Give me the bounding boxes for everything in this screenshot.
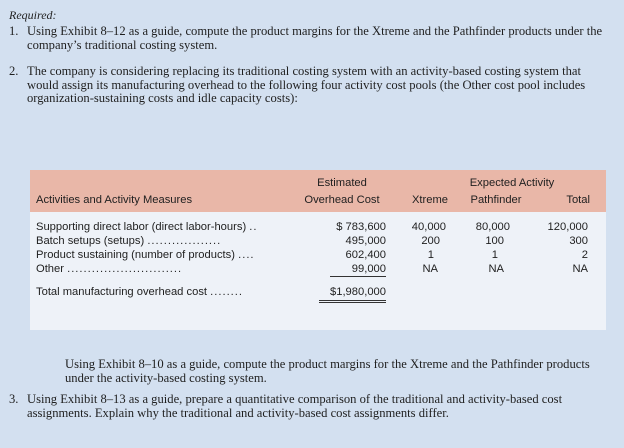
overhead-cost: 602,400	[345, 249, 386, 261]
activity-name: Batch setups (setups)	[36, 235, 145, 247]
question-text: Using Exhibit 8–12 as a guide, compute the product margins for the Xtreme and the Pathfinder products under the company’s traditional costing system.	[27, 24, 603, 52]
xtreme-header: Xtreme	[411, 194, 449, 206]
table-body	[30, 212, 606, 330]
question-number: 2.	[9, 64, 19, 78]
table-row	[36, 263, 182, 275]
table-row	[36, 249, 255, 261]
subtotal-rule	[330, 276, 386, 277]
xtreme-activity: NA	[422, 263, 438, 275]
pathfinder-header: Pathfinder	[470, 194, 522, 206]
total-label: Total manufacturing overhead cost	[36, 286, 208, 298]
overhead-cost: 99,000	[351, 263, 386, 275]
total-activity: 300	[569, 235, 588, 247]
double-underline-bottom	[319, 302, 386, 303]
xtreme-activity: 1	[427, 249, 434, 261]
overhead-cost: $ 783,600	[336, 221, 386, 233]
table-row	[36, 221, 258, 233]
leader-dots: ....	[238, 249, 255, 261]
activities-header: Activities and Activity Measures	[36, 194, 193, 206]
double-underline-top	[319, 300, 386, 301]
total-activity: 120,000	[547, 221, 588, 233]
estimated-header: Estimated	[317, 177, 367, 189]
question-number: 3.	[9, 392, 19, 406]
leader-dots: ..................	[147, 235, 222, 247]
pathfinder-activity: 100	[485, 235, 504, 247]
question-text: The company is considering replacing its traditional costing system with an activity-based costing system that would assign its manufacturing overhead to the following four activity cost pools (the Other cost pool includes organization-sustaining costs and idle capacity costs):	[27, 64, 586, 105]
overhead-cost: 495,000	[345, 235, 386, 247]
activity-name: Product sustaining (number of products)	[36, 249, 235, 261]
overhead-cost-header: Overhead Cost	[304, 194, 380, 206]
pathfinder-activity: NA	[488, 263, 504, 275]
xtreme-activity: 40,000	[411, 221, 446, 233]
total-overhead-cost: $1,980,000	[330, 286, 386, 298]
pathfinder-activity: 80,000	[475, 221, 510, 233]
leader-dots: ............................	[67, 263, 183, 275]
pathfinder-activity: 1	[491, 249, 498, 261]
activity-name: Other	[36, 263, 64, 275]
total-activity: 2	[581, 249, 588, 261]
leader-dots: ..	[249, 221, 258, 233]
expected-activity-header: Expected Activity	[469, 177, 555, 189]
xtreme-activity: 200	[421, 235, 440, 247]
total-activity: NA	[572, 263, 588, 275]
question-text: Using Exhibit 8–10 as a guide, compute the product margins for the Xtreme and the Pathfinder products under the activity-based costing system.	[65, 357, 590, 385]
question-text: Using Exhibit 8–13 as a guide, prepare a quantitative comparison of the traditional and activity-based cost assignments. Explain why the traditional and activity-based cost assignments differ.	[27, 392, 563, 420]
total-header: Total	[566, 194, 590, 206]
table-row	[36, 235, 221, 247]
table-header	[30, 170, 606, 212]
question-number: 1.	[9, 24, 19, 38]
required-label: Required:	[9, 8, 57, 22]
activity-name: Supporting direct labor (direct labor-hours)	[36, 221, 247, 233]
total-row	[36, 286, 243, 298]
leader-dots: ........	[210, 286, 244, 298]
